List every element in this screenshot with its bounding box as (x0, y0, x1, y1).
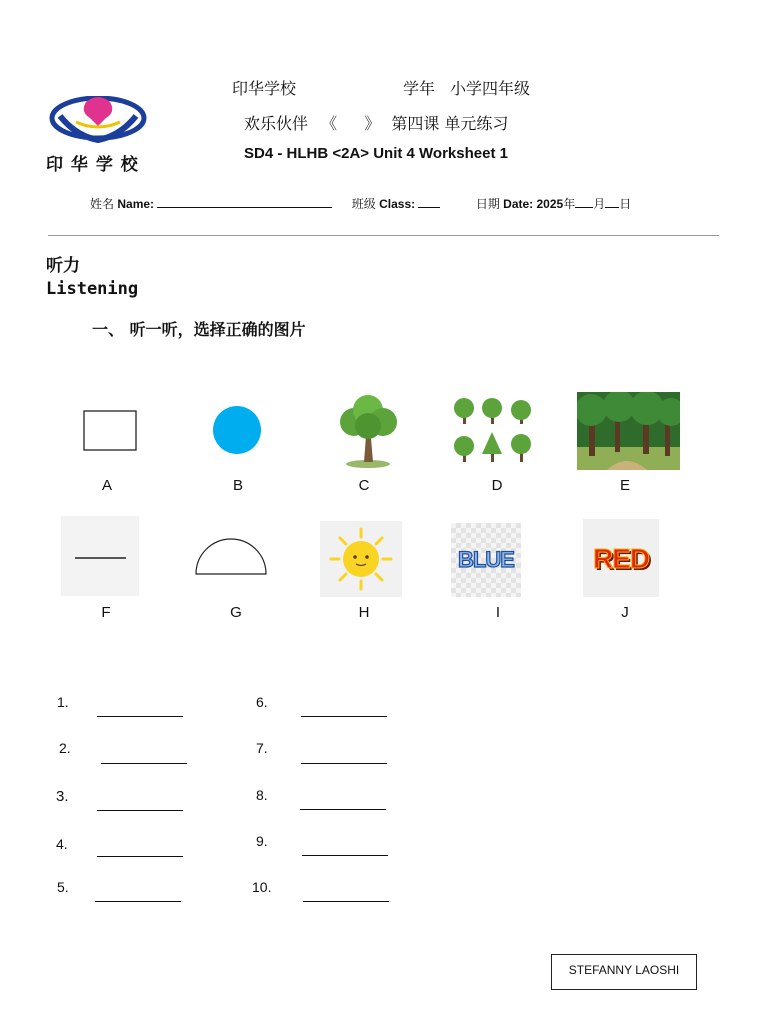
section-title-en: Listening (46, 279, 139, 299)
day-field[interactable] (605, 195, 619, 208)
answer-line-4[interactable] (97, 856, 183, 857)
book-prefix: 欢乐伙伴 (244, 114, 309, 133)
book-title (244, 111, 508, 134)
answer-line-1[interactable] (97, 716, 183, 717)
logo-emblem-icon (46, 96, 150, 146)
letter-h: H (358, 604, 370, 621)
name-field[interactable] (157, 195, 332, 208)
letter-c: C (358, 477, 370, 494)
letter-g: G (230, 604, 242, 621)
grade-label: 小学四年级 (450, 79, 531, 98)
letter-e: E (619, 477, 630, 494)
answer-number-9: 9. (256, 833, 268, 849)
answer-number-4: 4. (56, 836, 68, 852)
picture-g[interactable] (184, 530, 272, 580)
picture-i[interactable] (451, 523, 521, 597)
answer-line-3[interactable] (97, 810, 183, 811)
class-field[interactable] (418, 195, 440, 208)
letter-b: B (232, 477, 243, 494)
rectangle-icon (70, 398, 160, 466)
book-open-bracket: 《 (321, 114, 338, 133)
info-row (90, 195, 631, 212)
sun-icon (320, 521, 402, 597)
school-year-label: 学年 (403, 79, 436, 98)
answer-line-5[interactable] (95, 901, 181, 902)
logo-text: 印 华 学 校 (46, 155, 139, 175)
answer-line-6[interactable] (301, 716, 387, 717)
forest-icon (577, 392, 680, 470)
lesson-title: 第四课 单元练习 (391, 114, 509, 133)
semicircle-icon (184, 530, 272, 580)
header-divider (48, 235, 719, 236)
picture-f[interactable] (61, 516, 139, 596)
answer-number-7: 7. (256, 740, 268, 756)
answer-number-3: 3. (56, 788, 69, 805)
year-char: 年 (563, 197, 576, 211)
picture-h[interactable] (320, 521, 402, 597)
letter-d: D (491, 477, 503, 494)
answer-line-7[interactable] (301, 763, 387, 764)
tree-icon (328, 392, 406, 470)
name-label-en: Name: (117, 197, 155, 211)
answer-line-8[interactable] (300, 809, 386, 810)
letter-i: I (495, 604, 501, 621)
picture-a[interactable] (70, 398, 160, 466)
line-icon (61, 516, 139, 596)
picture-d[interactable] (448, 394, 538, 470)
picture-b[interactable] (200, 398, 276, 466)
six-trees-icon (448, 394, 538, 470)
day-char: 日 (619, 197, 632, 211)
month-field[interactable] (575, 195, 593, 208)
red-word-icon: RED (592, 543, 650, 574)
picture-e[interactable] (577, 392, 680, 470)
date-label-en: Date: 2025 (503, 197, 564, 211)
section-title-cn: 听力 (46, 256, 80, 276)
question-instruction: 一、 听一听，选择正确的图片 (92, 320, 306, 339)
picture-j[interactable] (583, 519, 659, 597)
letter-j: J (621, 604, 629, 621)
answer-line-2[interactable] (101, 763, 187, 764)
answer-number-8: 8. (256, 787, 268, 803)
answer-line-10[interactable] (303, 901, 389, 902)
date-label-cn: 日期 (475, 197, 500, 211)
worksheet-title: SD4 - HLHB <2A> Unit 4 Worksheet 1 (244, 145, 508, 162)
blue-circle-icon (200, 398, 276, 466)
picture-c[interactable] (328, 392, 406, 470)
book-close-bracket: 》 (364, 114, 381, 133)
school-name: 印华学校 (232, 79, 297, 98)
letter-a: A (101, 477, 112, 494)
answer-number-6: 6. (256, 694, 268, 710)
month-char: 月 (593, 197, 606, 211)
answer-number-1: 1. (57, 694, 69, 710)
school-logo (46, 96, 150, 176)
letter-f: F (101, 604, 111, 621)
answer-number-2: 2. (59, 740, 71, 756)
answer-number-10: 10. (252, 879, 272, 895)
blue-word-icon: BLUE (458, 547, 514, 572)
class-label-cn: 班级 (351, 197, 376, 211)
teacher-name-box: STEFANNY LAOSHI (551, 954, 697, 990)
class-label-en: Class: (379, 197, 416, 211)
answer-line-9[interactable] (302, 855, 388, 856)
name-label-cn: 姓名 (90, 197, 115, 211)
answer-number-5: 5. (57, 879, 69, 895)
